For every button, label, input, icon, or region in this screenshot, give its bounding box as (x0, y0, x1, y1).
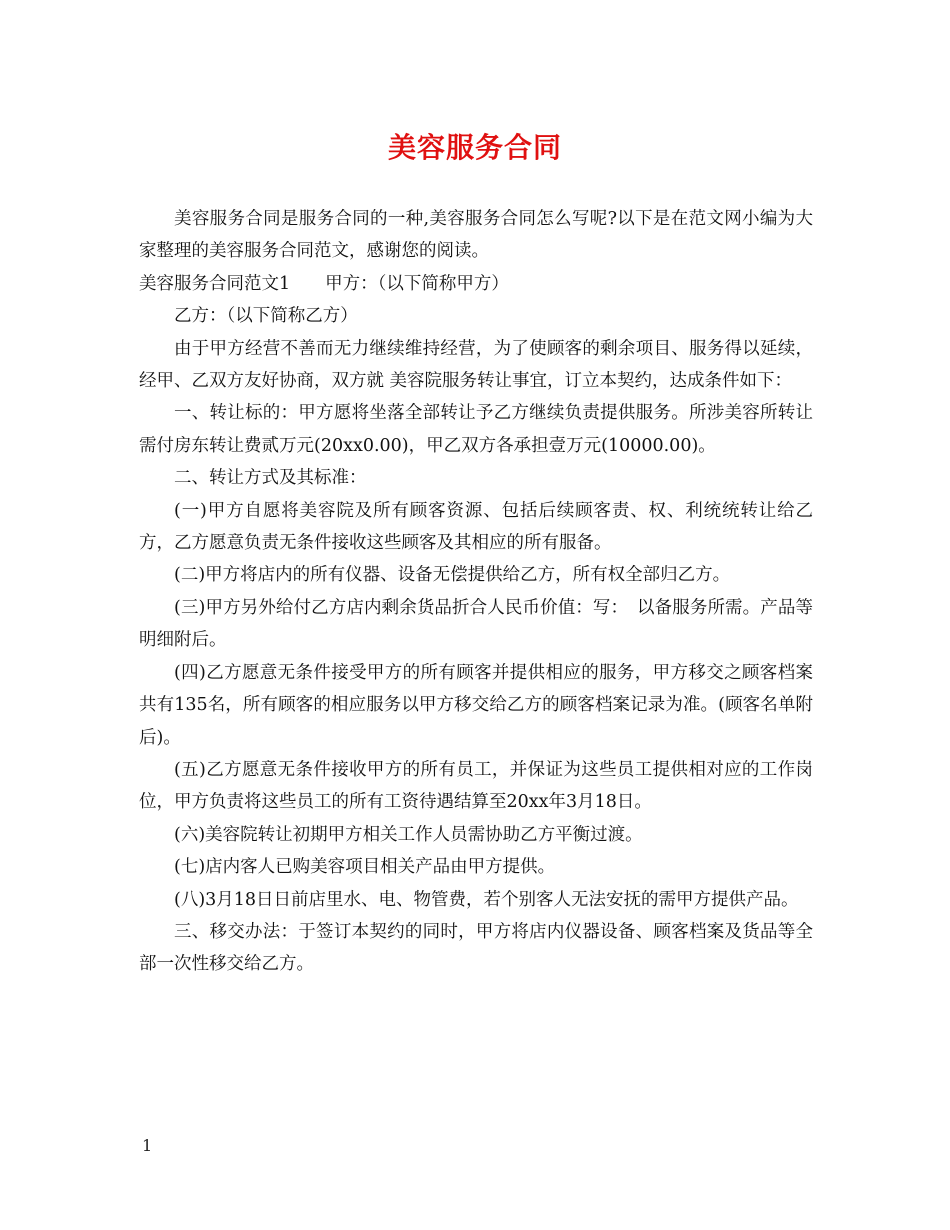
page-number: 1 (142, 1136, 153, 1155)
intro-paragraph: 美容服务合同是服务合同的一种,美容服务合同怎么写呢?以下是在范文网小编为大家整理的美容服务合同范文，感谢您的阅读。 (139, 209, 813, 262)
clause-2-item-3: (三)甲方另外给付乙方店内剩余货品折合人民币价值：写： 以备服务所需。产品等明细附后。 (139, 597, 813, 651)
clause-2-item-2: (二)甲方将店内的所有仪器、设备无偿提供给乙方，所有权全部归乙方。 (174, 565, 731, 586)
clause-2-item-5: (五)乙方愿意无条件接收甲方的所有员工，并保证为这些员工提供相对应的工作岗位，甲方负责将这些员工的所有工资待遇结算至20xx年3月18日。 (139, 759, 813, 813)
document-title: 美容服务合同 (387, 131, 562, 164)
clause-2-item-7: (七)店内客人已购美容项目相关产品由甲方提供。 (174, 857, 556, 878)
clause-2-item-8: (八)3月18日日前店里水、电、物管费，若个别客人无法安抚的需甲方提供产品。 (174, 889, 799, 910)
clause-2-item-6: (六)美容院转让初期甲方相关工作人员需协助乙方平衡过渡。 (174, 824, 643, 845)
document-body (139, 203, 813, 981)
clause-2-heading: 二、转让方式及其标准： (174, 468, 367, 489)
clause-1: 一、转让标的：甲方愿将坐落全部转让予乙方继续负责提供服务。所涉美容所转让需付房东转让费贰万元(20xx0.00)，甲乙双方各承担壹万元(10000.00)。 (139, 403, 813, 456)
party-b-line: 乙方：（以下简称乙方） (174, 306, 358, 327)
sample-heading-party-a: 美容服务合同范文1 甲方：（以下简称甲方） (139, 273, 509, 294)
clause-3: 三、移交办法：于签订本契约的同时，甲方将店内仪器设备、顾客档案及货品等全部一次性移交给乙方。 (139, 921, 813, 975)
clause-2-item-1: (一)甲方自愿将美容院及所有顾客资源、包括后续顾客责、权、利统统转让给乙方，乙方愿意负责无条件接收这些顾客及其相应的所有服备。 (139, 500, 813, 554)
preamble-paragraph: 由于甲方经营不善而无力继续维持经营，为了使顾客的剩余项目、服务得以延续，经甲、乙双方友好协商，双方就 美容院服务转让事宜，订立本契约，达成条件如下： (139, 338, 813, 392)
clause-2-item-4: (四)乙方愿意无条件接受甲方的所有顾客并提供相应的服务，甲方移交之顾客档案共有135名，所有顾客的相应服务以甲方移交给乙方的顾客档案记录为准。(顾客名单附后)。 (139, 662, 813, 748)
